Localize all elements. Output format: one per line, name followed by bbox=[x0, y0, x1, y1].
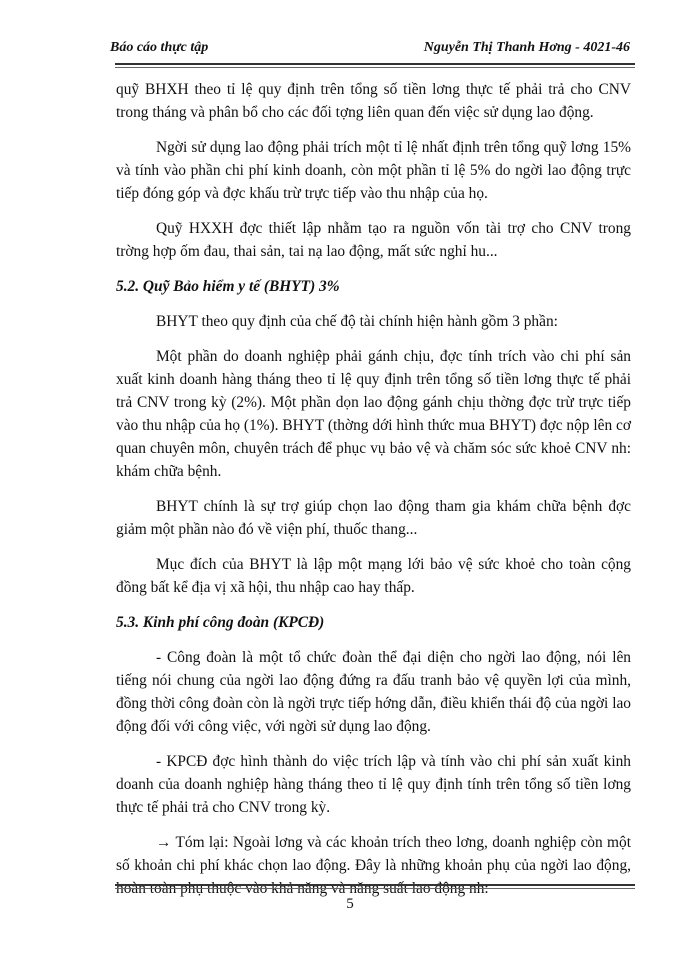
paragraph-bhyt-support: BHYT chính là sự trợ giúp chọn lao động tham gia khám chữa bệnh đợc giảm một phần nào đó về viện phí, thuốc thang... bbox=[116, 498, 631, 538]
page-header bbox=[110, 40, 630, 62]
paragraph-union-role: - Công đoàn là một tổ chức đoàn thể đại diện cho ngời lao động, nói lên tiếng nói chung của ngời lao động đứng ra đấu tranh bảo vệ quyền lợi của mình, đồng thời công đoàn còn là ngời trực tiếp hớng dẫn, điều khiển thái độ của ngời lao động đối với công việc, với ngời sử dụng lao động. bbox=[116, 649, 631, 735]
paragraph-summary: → Tóm lại: Ngoài lơng và các khoản trích theo lơng, doanh nghiệp còn một số khoản chi phí khác chọn lao động. Đây là những khoản phụ của ngời lao động, hoàn toàn phụ thuộc vào khả năng và năng suất lao động nh: bbox=[116, 834, 631, 897]
paragraph-employer-contribution: Ngời sử dụng lao động phải trích một tỉ lệ nhất định trên tổng quỹ lơng 15% và tính vào phần chi phí kinh doanh, còn một phần tỉ lệ 5% do ngời lao động trực tiếp đóng góp và đợc khấu trừ trực tiếp vào thu nhập của họ. bbox=[116, 139, 631, 202]
section-heading-kpcd: 5.3. Kinh phí công đoàn (KPCĐ) bbox=[116, 614, 325, 631]
page-body bbox=[116, 78, 631, 912]
page-number: 5 bbox=[346, 896, 354, 912]
header-rule-thin bbox=[115, 67, 635, 68]
paragraph-bhxh-continued: quỹ BHXH theo tỉ lệ quy định trên tổng số tiền lơng thực tế phải trả cho CNV trong tháng và phân bổ cho các đối tợng liên quan đến việc sử dụng lao động. bbox=[116, 81, 631, 121]
paragraph-bhyt-parts: Một phần do doanh nghiệp phải gánh chịu, đợc tính trích vào chi phí sản xuất kinh doanh hàng tháng theo tỉ lệ quy định trên tổng số tiền lơng thực tế phải trả CNV trong kỳ (2%). Một phần dọn lao động gánh chịu thờng đợc trừ trực tiếp vào thu nhập của họ (1%). BHYT (thờng dới hình thức mua BHYT) đợc nộp lên cơ quan chuyên môn, chuyên trách để phục vụ bảo vệ và chăm sóc sức khoẻ CNV nh: khám chữa bệnh. bbox=[116, 348, 631, 480]
paragraph-kpcd-formation: - KPCĐ đợc hình thành do việc trích lập và tính vào chi phí sản xuất kinh doanh của doanh nghiệp hàng tháng theo tỉ lệ quy định tính trên tổng số tiền lơng thực tế phải trả cho CNV trong kỳ. bbox=[116, 753, 631, 816]
footer-rule bbox=[115, 884, 635, 886]
footer-rule-thin bbox=[115, 888, 635, 889]
paragraph-bhxh-purpose: Quỹ HXXH đợc thiết lập nhằm tạo ra nguồn vốn tài trợ cho CNV trong trờng hợp ốm đau, thai sản, tai nạ lao động, mất sức nghỉ hu... bbox=[116, 220, 631, 260]
paragraph-bhyt-purpose: Mục đích của BHYT là lập một mạng lới bảo vệ sức khoẻ cho toàn cộng đồng bất kể địa vị xã hội, thu nhập cao hay thấp. bbox=[116, 556, 631, 596]
section-heading-bhyt: 5.2. Quỹ Bảo hiểm y tế (BHYT) 3% bbox=[116, 278, 340, 295]
header-author: Nguyễn Thị Thanh Hơng - 4021-46 bbox=[423, 40, 630, 55]
header-rule bbox=[115, 63, 635, 65]
paragraph-bhyt-intro: BHYT theo quy định của chế độ tài chính hiện hành gồm 3 phần: bbox=[156, 313, 558, 330]
header-report-title: Báo cáo thực tập bbox=[110, 40, 209, 55]
